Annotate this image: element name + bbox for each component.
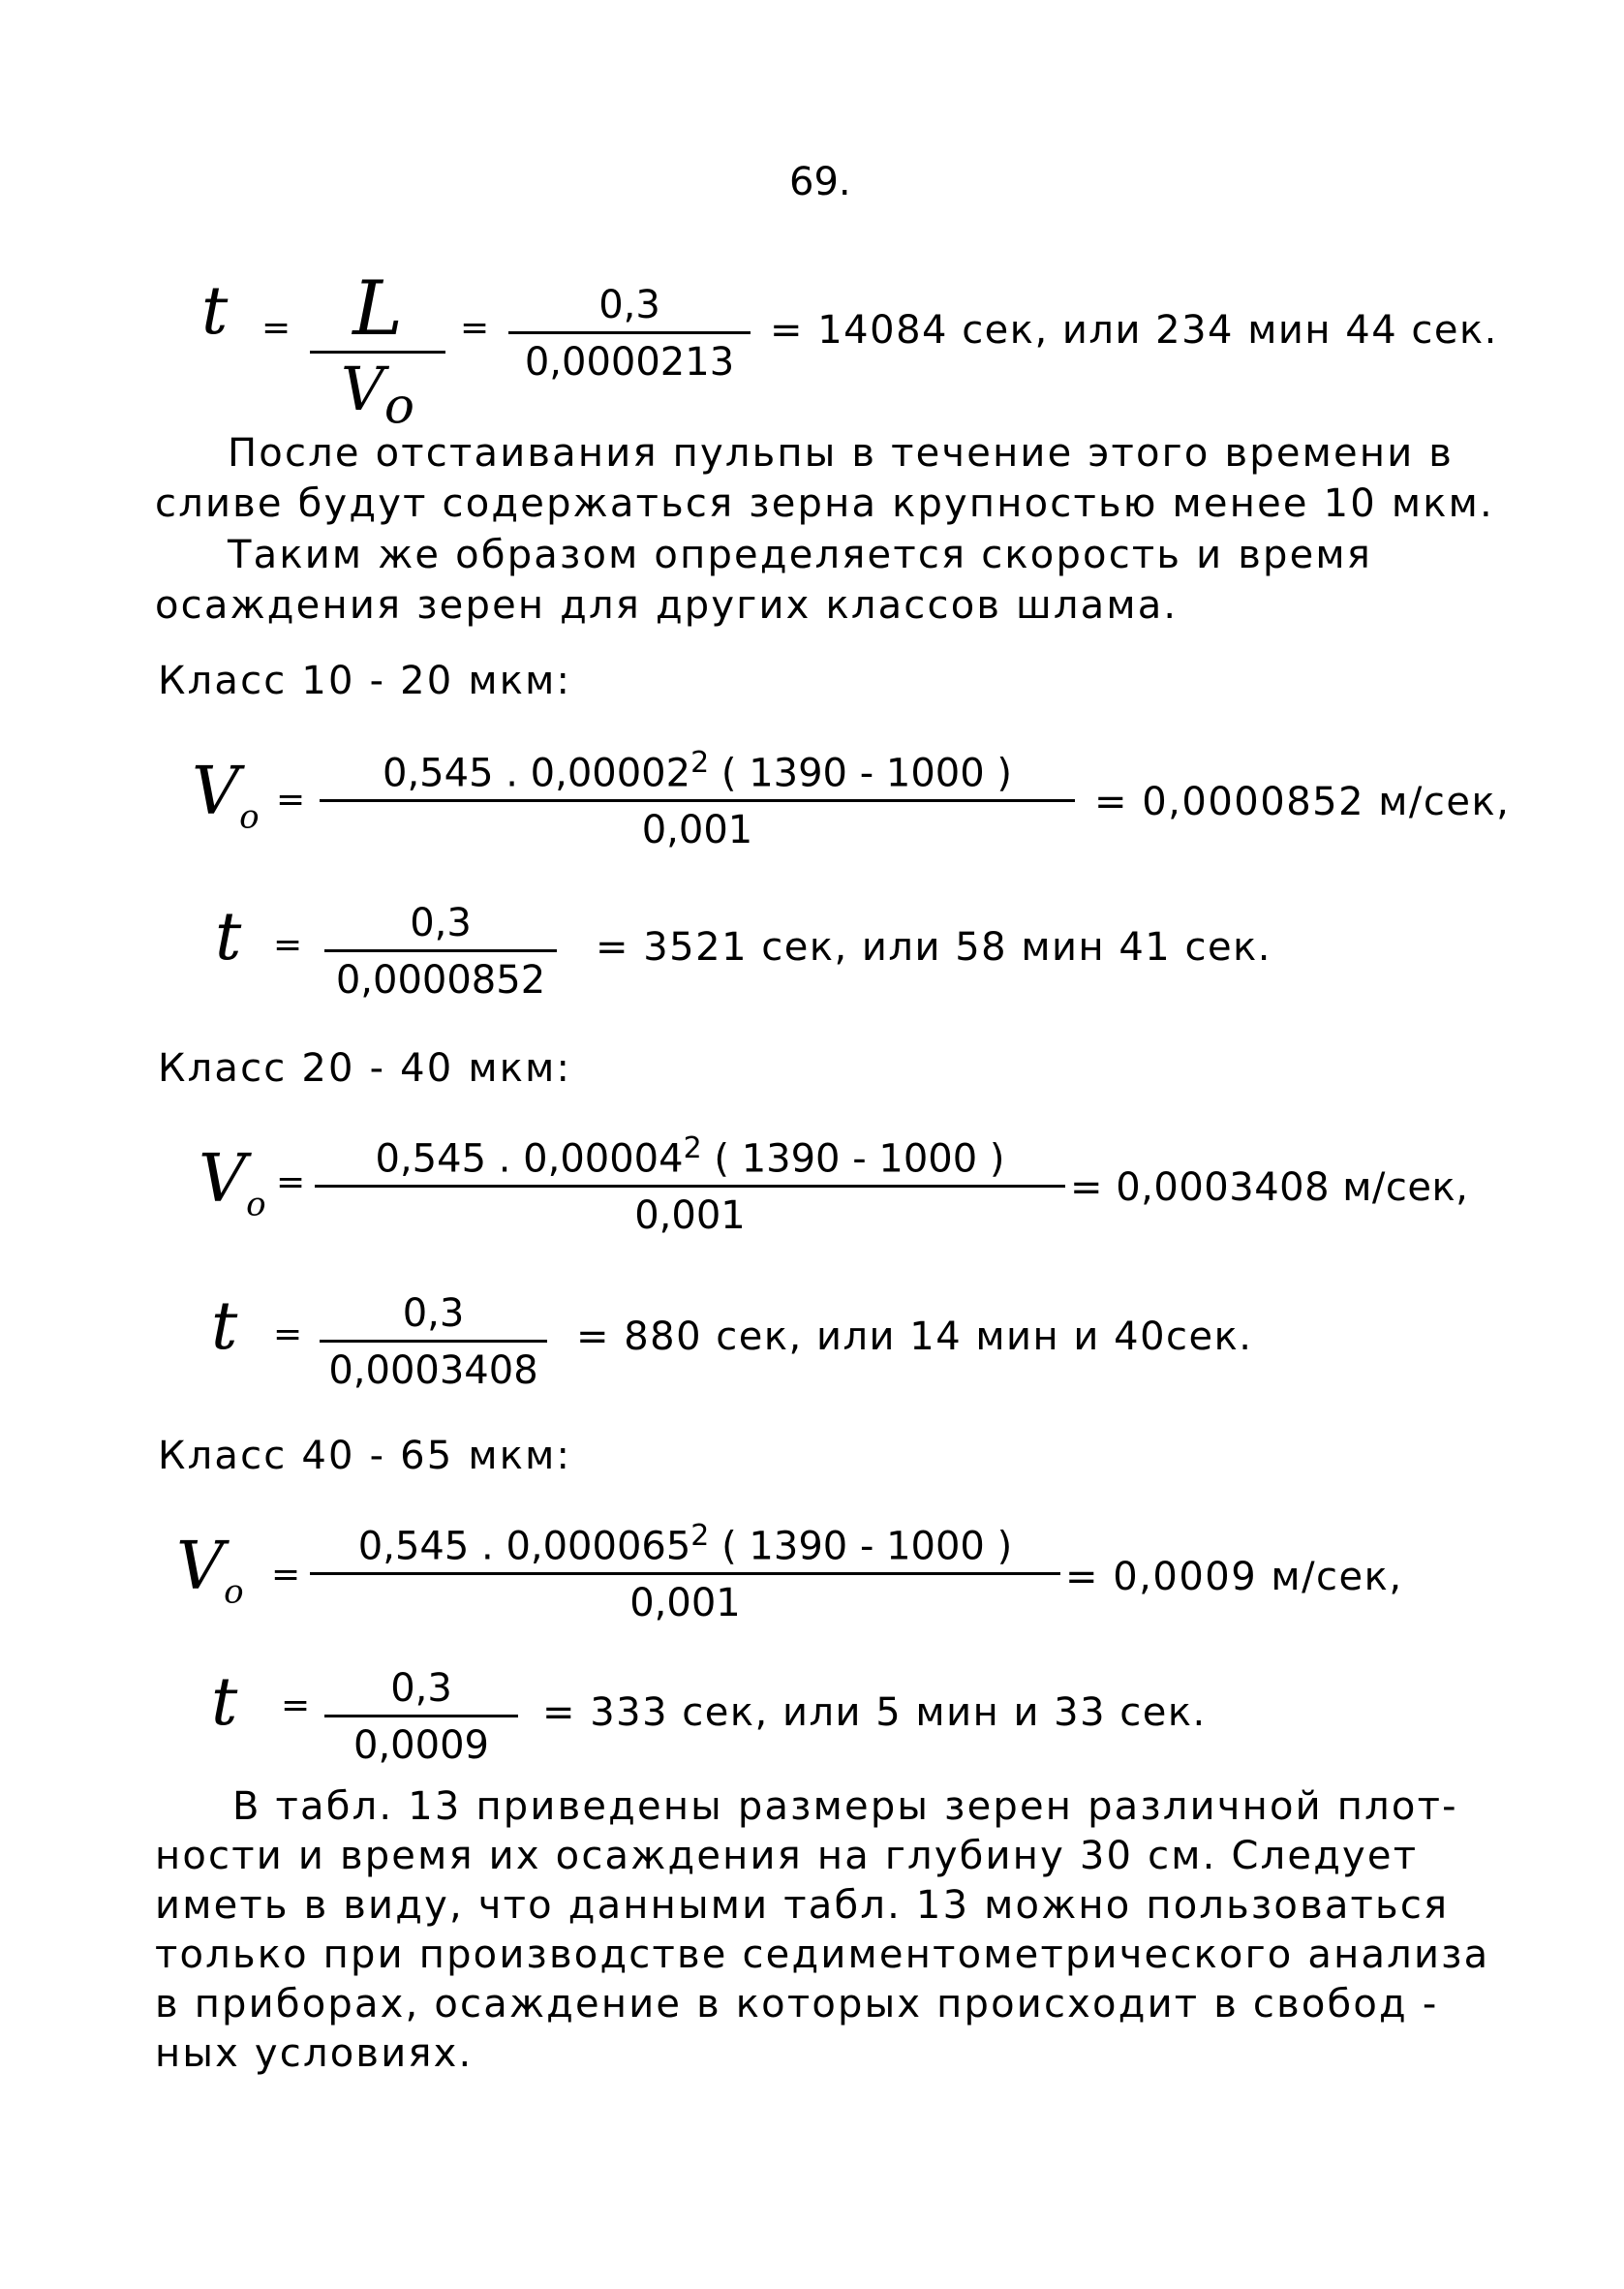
fraction-bar [310, 1572, 1060, 1575]
fraction-bar [508, 331, 751, 334]
class-heading: Класс 40 - 65 мкм: [158, 1434, 572, 1478]
symbol-t: t [211, 1664, 238, 1741]
fraction-denominator: 0,0000852 [335, 958, 546, 1003]
symbol-t: t [215, 899, 242, 975]
fraction-numerator: 0,3 [410, 901, 472, 945]
equation-result: = 333 сек, или 5 мин и 33 сек. [542, 1690, 1207, 1735]
symbol-v0: $V_o$ [176, 1529, 244, 1612]
fraction-denominator: $V_o$ [341, 354, 414, 436]
equation-result: = 0,0003408 м/сек, [1070, 1165, 1469, 1210]
equals-sign: = [281, 1686, 311, 1725]
paragraph-line: осаждения зерен для других классов шлама. [155, 583, 1179, 628]
fraction-bar [320, 799, 1075, 802]
equals-sign: = [276, 780, 306, 820]
fraction-numerator: 0,545 . 0,00002$^2$ ( 1390 - 1000 ) [383, 746, 1012, 796]
page-number: 69. [789, 160, 851, 204]
symbol-t: t [211, 1288, 238, 1365]
equation-result: = 880 сек, или 14 мин и 40сек. [576, 1315, 1253, 1359]
fraction-velocity [320, 746, 1075, 852]
class-heading: Класс 10 - 20 мкм: [158, 659, 572, 703]
equation-result: = 14084 сек, или 234 мин 44 сек. [770, 308, 1498, 353]
fraction-numerator: 0,545 . 0,000065$^2$ ( 1390 - 1000 ) [357, 1519, 1013, 1569]
paragraph-line: Таким же образом определяется скорость и время [228, 533, 1373, 577]
fraction-numerator: 0,3 [402, 1291, 465, 1336]
symbol-v0: $V_o$ [192, 754, 260, 837]
fraction-denominator: 0,001 [634, 1193, 746, 1239]
fraction-denominator: 0,0003408 [328, 1348, 538, 1393]
equation-result: = 0,0009 м/сек, [1065, 1555, 1403, 1599]
paragraph-line: В табл. 13 приведены размеры зерен различной плот- [232, 1784, 1458, 1829]
paragraph-line: иметь в виду, что данными табл. 13 можно пользоваться [155, 1883, 1450, 1928]
equals-sign: = [271, 1555, 301, 1594]
fraction-time [324, 1666, 518, 1768]
fraction-velocity [315, 1131, 1065, 1238]
fraction-time [320, 1291, 547, 1393]
paragraph-line: ных условиях. [155, 2031, 474, 2076]
paragraph-line: ности и время их осаждения на глубину 30 см. Следует [155, 1834, 1419, 1878]
fraction-bar [324, 949, 557, 952]
fraction-numerator: 0,3 [390, 1666, 452, 1711]
fraction-time [324, 901, 557, 1003]
fraction-numerator: 0,3 [598, 283, 660, 327]
fraction-numeric [508, 283, 751, 385]
fraction-bar [324, 1715, 518, 1717]
fraction-numerator: L [352, 265, 403, 353]
fraction-numerator: 0,545 . 0,00004$^2$ ( 1390 - 1000 ) [375, 1131, 1005, 1182]
fraction-bar [315, 1185, 1065, 1188]
class-heading: Класс 20 - 40 мкм: [158, 1046, 572, 1091]
fraction-l-over-v0 [310, 265, 445, 436]
equals-sign: = [273, 1315, 303, 1354]
equals-sign: = [276, 1162, 306, 1202]
symbol-t: t [201, 273, 229, 350]
equals-sign: = [261, 308, 291, 348]
fraction-denominator: 0,001 [641, 808, 753, 853]
paragraph-line: только при производстве седиментометрического анализа [155, 1933, 1490, 1977]
equation-result: = 0,0000852 м/сек, [1094, 780, 1511, 824]
fraction-velocity [310, 1519, 1060, 1625]
equals-sign: = [273, 925, 303, 965]
fraction-denominator: 0,0009 [353, 1723, 489, 1768]
fraction-denominator: 0,001 [629, 1581, 741, 1626]
equals-sign: = [460, 308, 490, 348]
fraction-denominator: 0,0000213 [524, 340, 735, 385]
fraction-bar [320, 1340, 547, 1343]
paragraph-line: сливе будут содержаться зерна крупностью менее 10 мкм. [155, 481, 1494, 526]
paragraph-line: в приборах, осаждение в которых происходит в свобод - [155, 1982, 1439, 2026]
symbol-v0: $V_o$ [199, 1141, 266, 1224]
paragraph-line: После отстаивания пульпы в течение этого времени в [228, 431, 1455, 476]
equation-result: = 3521 сек, или 58 мин 41 сек. [596, 925, 1272, 970]
